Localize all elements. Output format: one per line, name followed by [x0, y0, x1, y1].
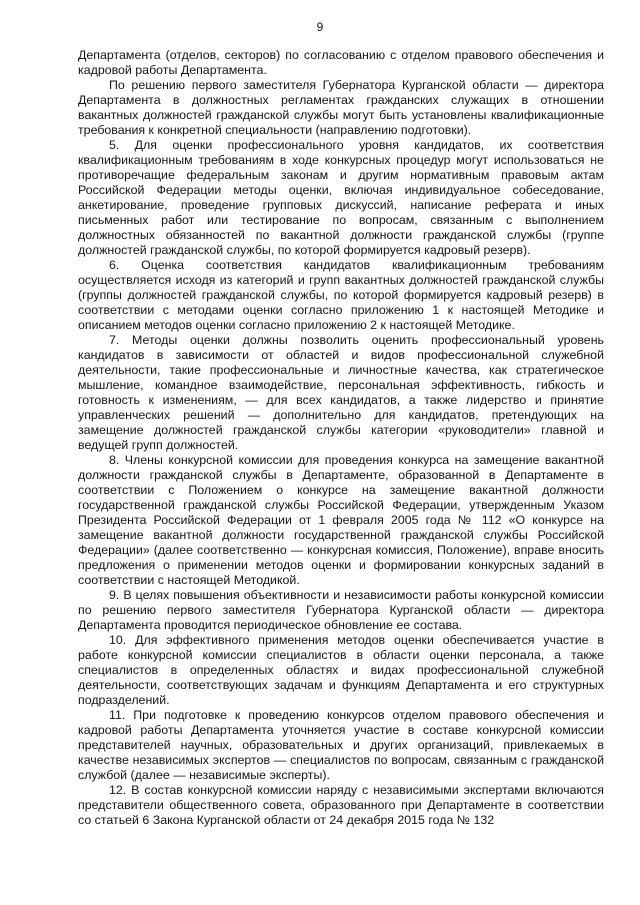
page-number: 9 [316, 20, 324, 34]
document-body [78, 48, 604, 828]
paragraph-governor-decision: По решению первого заместителя Губернатора Курганской области — директора Департамента в должностных регламентах гражданских служащих в отношении вакантных должностей гражданской службы могут быть установлены квалификационные требования к конкретной специальности (направлению подготовки). [78, 78, 604, 137]
paragraph-item-6: 6. Оценка соответствия кандидатов квалификационным требованиям осуществляется исходя из категорий и групп вакантных должностей гражданской службы (группы должностей гражданской службы, по которой формируется кадровый резерв) в соответствии с методами оценки согласно приложению 1 к настоящей Методике и описанием методов оценки согласно приложению 2 к настоящей Методике. [78, 258, 604, 332]
paragraph-item-7: 7. Методы оценки должны позволить оценить профессиональный уровень кандидатов в зависимости от областей и видов профессиональной служебной деятельности, такие профессиональные и личностные качества, как стратегическое мышление, командное взаимодействие, персональная эффективность, гибкость и готовность к изменениям, — для всех кандидатов, а также лидерство и принятие управленческих решений — дополнительно для кандидатов, претендующих на замещение должностей гражданской службы категории «руководители» главной и ведущей групп должностей. [78, 333, 604, 452]
paragraph-item-9: 9. В целях повышения объективности и независимости работы конкурсной комиссии по решению первого заместителя Губернатора Курганской области — директора Департамента проводится периодическое обновление ее состава. [78, 588, 604, 632]
paragraph-item-8: 8. Члены конкурсной комиссии для проведения конкурса на замещение вакантной должности гражданской службы в Департаменте, образованной в Департаменте в соответствии с Положением о конкурсе на замещение вакантной должности государственной гражданской службы Российской Федерации, утвержденным Указом Президента Российской Федерации от 1 февраля 2005 года № 112 «О конкурсе на замещение вакантной должности государственной гражданской службы Российской Федерации» (далее соответственно — конкурсная комиссия, Положение), вправе вносить предложения о применении методов оценки и формировании конкурсных заданий в соответствии с настоящей Методикой. [78, 453, 604, 587]
paragraph-continuation: Департамента (отделов, секторов) по согласованию с отделом правового обеспечения и кадровой работы Департамента. [78, 48, 604, 77]
paragraph-item-12: 12. В состав конкурсной комиссии наряду с независимыми экспертами включаются представители общественного совета, образованного при Департаменте в соответствии со статьей 6 Закона Курганской области от 24 декабря 2015 года № 132 [78, 783, 604, 827]
paragraph-item-11: 11. При подготовке к проведению конкурсов отделом правового обеспечения и кадровой работы Департамента уточняется участие в составе конкурсной комиссии представителей научных, образовательных и других организаций, привлекаемых в качестве независимых экспертов — специалистов по вопросам, связанным с гражданской службой (далее — независимые эксперты). [78, 708, 604, 782]
paragraph-item-10: 10. Для эффективного применения методов оценки обеспечивается участие в работе конкурсной комиссии специалистов в области оценки персонала, а также специалистов в определенных областях и видах профессиональной служебной деятельности, соответствующих задачам и функциям Департамента и его структурных подразделений. [78, 633, 604, 707]
paragraph-item-5: 5. Для оценки профессионального уровня кандидатов, их соответствия квалификационным требованиям в ходе конкурсных процедур могут использоваться не противоречащие федеральным законам и другим нормативным правовым актам Российской Федерации методы оценки, включая индивидуальное собеседование, анкетирование, проведение групповых дискуссий, написание реферата и иных письменных работ или тестирование по вопросам, связанным с выполнением должностных обязанностей по вакантной должности гражданской службы (группе должностей гражданской службы, по которой формируется кадровый резерв). [78, 138, 604, 257]
